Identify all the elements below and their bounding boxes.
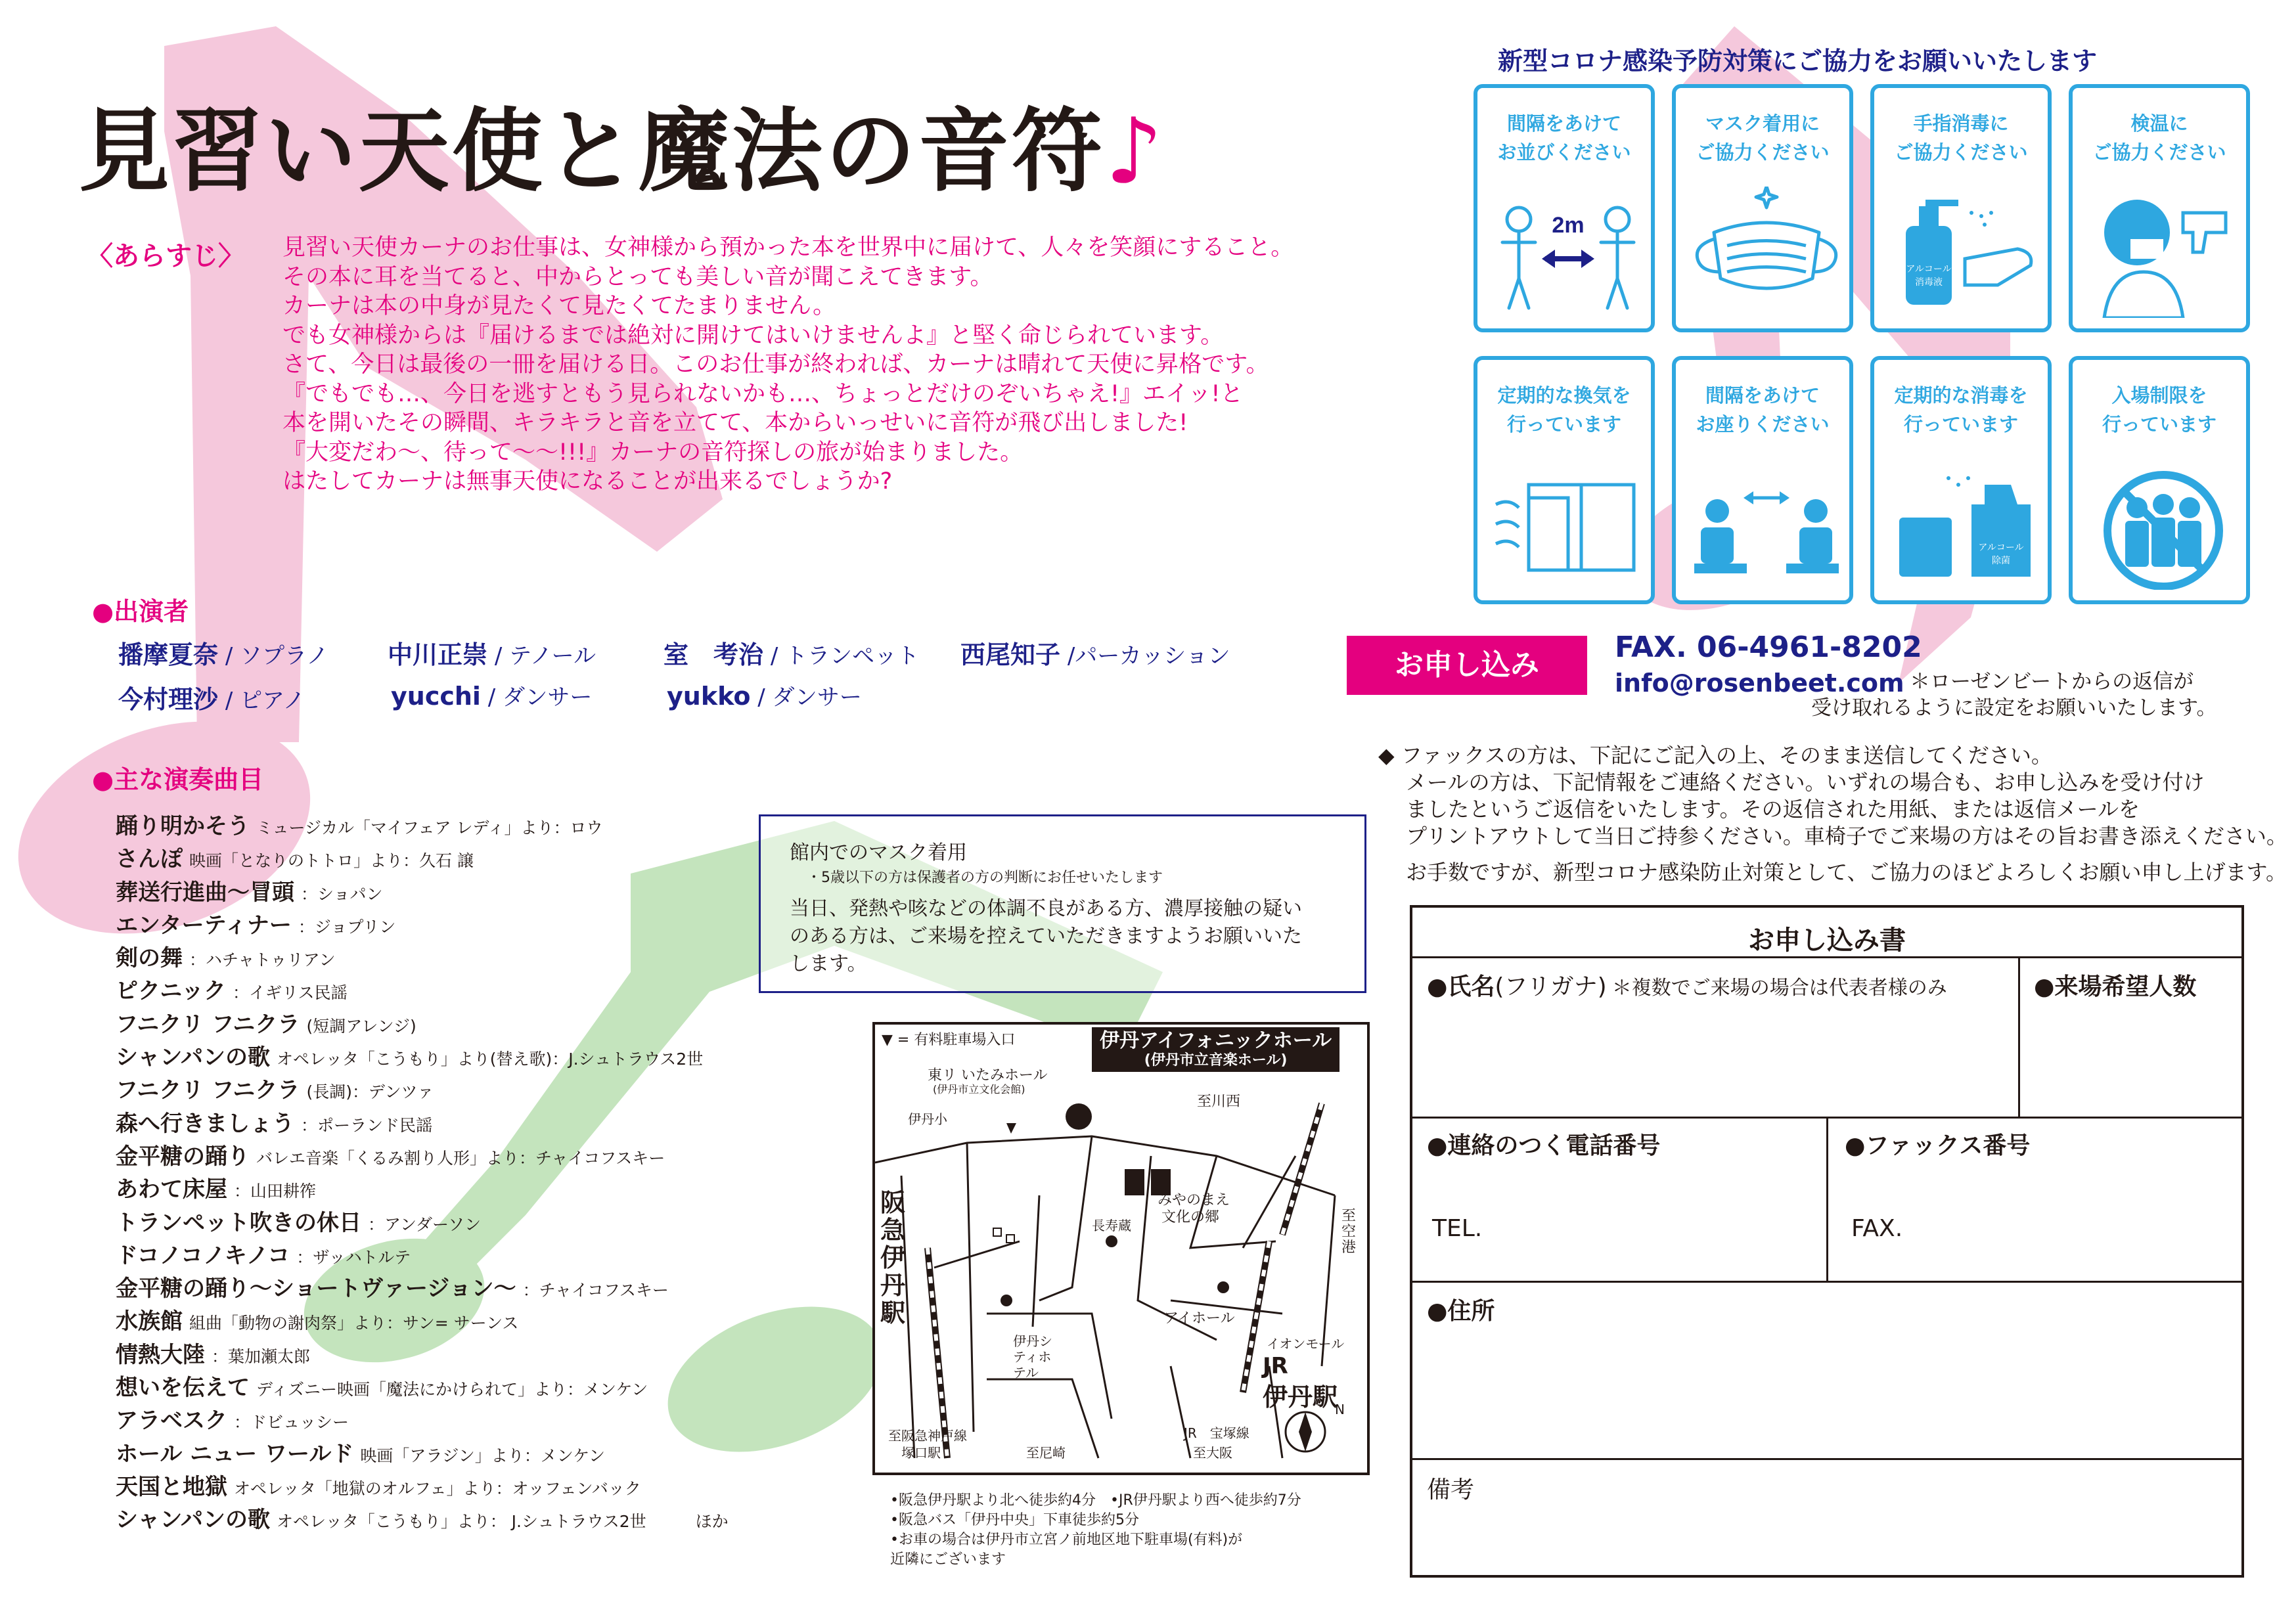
song-detail: ：ドビュッシー: [234, 1413, 349, 1432]
song-detail: ：アンダーソン: [368, 1214, 482, 1234]
hall-name-label: [1092, 1027, 1339, 1072]
covid-title: 新型コロナ感染予防対策にご協力をお願いいたします: [1498, 47, 2098, 76]
card-caption: [1874, 381, 2048, 439]
jr-itami-station: 伊丹駅: [1263, 1383, 1338, 1411]
card-caption-line: 行っています: [2102, 413, 2217, 435]
instruction-line: メールの方は、下記情報をご連絡ください。いずれの場合も、お申し込みを受け付け: [1378, 770, 2205, 795]
thermometer-icon: [2084, 187, 2242, 318]
title-text: 見習い天使と魔法の音符: [79, 97, 1106, 204]
covid-card: [1672, 356, 1853, 604]
performer-name: 室 考治: [664, 640, 764, 669]
alcohol-label: アルコール: [1978, 542, 2024, 552]
remarks-field[interactable]: [1427, 1505, 2228, 1571]
synopsis-line: その本に耳を当てると、中からとっても美しい音が聞こえてきます。: [282, 263, 993, 290]
hankyu-station: 阪急伊丹駅: [880, 1188, 906, 1327]
card-caption-line: お並びください: [1497, 141, 1631, 164]
to-amagasaki: 至尼崎: [1026, 1445, 1066, 1461]
card-caption-line: ご協力ください: [2092, 141, 2226, 164]
song-detail: 映画「となりのトトロ」より：久石 譲: [189, 851, 474, 871]
song-title: トランペット吹きの休日: [116, 1209, 361, 1236]
song-detail: 映画「アラジン」より：メンケン: [360, 1446, 605, 1465]
song-item: [116, 1369, 729, 1402]
songs-heading: ●主な演奏曲目: [92, 765, 264, 794]
covid-card: [1474, 356, 1655, 604]
song-item: [116, 907, 729, 940]
performer-name: 今村理沙: [118, 685, 219, 714]
performer-name: yukko: [667, 682, 751, 711]
higashi-hall: 東リ いたみホール: [928, 1067, 1048, 1084]
alcohol-label3: 除菌: [1992, 555, 2010, 566]
song-detail: 組曲「動物の謝肉祭」より：サン= サーンス: [189, 1314, 519, 1333]
mask-icon: [1688, 187, 1845, 318]
entry-limit-icon: [2084, 458, 2242, 590]
covid-card: [1474, 84, 1655, 332]
card-caption-line: 行っています: [1903, 413, 2018, 435]
access-note: 近隣にございます: [890, 1551, 1006, 1568]
performer: [118, 634, 328, 671]
card-caption: [2073, 381, 2246, 439]
card-caption-line: 定期的な消毒を: [1894, 384, 2028, 407]
aihall: アイホール: [1164, 1310, 1235, 1327]
north-mark: N: [1335, 1402, 1345, 1417]
song-title: ピクニック: [116, 978, 226, 1005]
name-label-text: ●氏名: [1427, 973, 1495, 1000]
performer: [391, 679, 592, 711]
song-detail: ：チャイコフスキー: [522, 1281, 669, 1300]
synopsis-line: でも女神様からは『届けるまでは絶対に開けてはいけませんよ』と堅く命じられています。: [282, 322, 1224, 349]
song-item: [116, 1006, 729, 1039]
performer-name: 西尾知子: [960, 640, 1061, 669]
song-detail: ミュージカル「マイフェア レディ」より：ロウ: [256, 818, 603, 837]
song-title: エンターティナー: [116, 912, 292, 939]
mask-notice: [759, 814, 1366, 993]
to-osaka: 至大阪: [1193, 1445, 1232, 1461]
synopsis-label: 〈あらすじ〉: [87, 241, 244, 271]
access-map: [872, 1022, 1370, 1475]
synopsis-line: さて、今日は最後の一冊を届ける日。このお仕事が終われば、カーナは晴れて天使に昇格です。: [282, 351, 1269, 378]
card-caption-line: お座りください: [1696, 413, 1830, 435]
performer-name: 中川正崇: [388, 640, 488, 669]
song-item: [116, 940, 729, 973]
phone-field[interactable]: [1491, 1203, 1813, 1256]
card-caption: [2073, 109, 2246, 167]
card-caption-line: 入場制限を: [2111, 384, 2207, 407]
song-item: [116, 1402, 729, 1435]
synopsis-line: カーナは本の中身が見たくて見たくてたまりません。: [282, 293, 836, 319]
song-detail: バレエ音楽「くるみ割り人形」より：チャイコフスキー: [256, 1148, 665, 1168]
song-title: 天国と地獄: [116, 1473, 227, 1500]
song-title: シャンパンの歌: [116, 1507, 270, 1534]
song-detail: ：ショパン: [301, 884, 383, 904]
access-note: •お車の場合は伊丹市立宮ノ前地区地下駐車場(有料)が: [890, 1532, 1243, 1548]
song-title: フニクリ フニクラ: [116, 1077, 300, 1104]
song-item: [116, 1171, 729, 1204]
instructions: [1378, 742, 2291, 886]
access-note: •阪急バス「伊丹中央」下車徒歩約5分: [890, 1512, 1139, 1528]
song-title: 森へ行きましょう: [116, 1110, 294, 1137]
access-notes: [890, 1491, 1301, 1570]
performer-role: / ソプラノ: [218, 643, 329, 669]
covid-card: [1870, 356, 2052, 604]
performer-name: 播摩夏奈: [118, 640, 219, 669]
covid-card: [1870, 84, 2052, 332]
performer: [667, 679, 862, 711]
address-field[interactable]: [1427, 1328, 2228, 1446]
song-item: [116, 1501, 729, 1534]
performer-role: /パーカッション: [1060, 643, 1230, 669]
address-label: ●住所: [1427, 1298, 1495, 1325]
song-title: 想いを伝えて: [116, 1375, 250, 1402]
alcohol-label2: 消毒液: [1915, 277, 1943, 287]
email-note-line: ＊ローゼンビートからの返信が: [1910, 670, 2194, 694]
card-caption-line: 間隔をあけて: [1506, 112, 1621, 135]
mask-notice-sub: ・5歳以下の方は保護者の方の判断にお任せいたします: [807, 870, 1163, 886]
card-caption-line: 検温に: [2130, 112, 2188, 135]
email-address[interactable]: info@rosenbeet.com: [1615, 669, 1904, 698]
song-item: [116, 841, 729, 874]
email-note: [1811, 669, 2238, 721]
hall-sub: (伊丹市立音楽ホール): [1144, 1052, 1288, 1069]
fax-number: FAX. 06-4961-8202: [1615, 631, 1922, 664]
synopsis-line: 『でもでも…、今日を逃すともう見られないかも…、ちょっとだけのぞいちゃえ!』エイッ!と: [282, 380, 1244, 407]
song-item: [116, 973, 729, 1006]
performer: [388, 634, 596, 671]
synopsis-line: 本を開いたその瞬間、キラキラと音を立てて、本からいっせいに音符が飛び出しました!: [282, 410, 1188, 436]
song-detail: オペレッタ「地獄のオルフェ」より：オッフェンバック: [234, 1478, 641, 1498]
synopsis-line: はたしてカーナは無事天使になることが出来るでしょうか?: [282, 468, 893, 495]
song-detail: オペレッタ「こうもり」より： J.シュトラウス2世 ほか: [276, 1512, 729, 1532]
name-field[interactable]: [1427, 1001, 2005, 1106]
song-item: [116, 1436, 729, 1469]
card-caption-line: 間隔をあけて: [1705, 384, 1820, 407]
instruction-line: お手数ですが、新型コロナ感染防止対策として、ご協力のほどよろしくお願い申し上げます。: [1378, 860, 2287, 885]
performer: [118, 679, 305, 715]
song-detail: ：ハチャトゥリアン: [189, 950, 336, 970]
song-title: あわて床屋: [116, 1176, 227, 1203]
song-item: [116, 1303, 729, 1336]
chojugura: 長寿蔵: [1092, 1218, 1131, 1233]
song-item: [116, 1039, 729, 1072]
name-kana: (フリガナ): [1495, 973, 1607, 1000]
jr-label: JR: [1263, 1353, 1288, 1379]
synopsis-line: 『大変だわ～、待って～～!!!』カーナの音符探しの旅が始まりました。: [282, 439, 1024, 466]
performer-name: yucchi: [391, 682, 481, 711]
song-title: 水族館: [116, 1308, 183, 1335]
access-note: •阪急伊丹駅より北へ徒歩約4分 •JR伊丹駅より西へ徒歩約7分: [890, 1492, 1301, 1509]
song-detail: (短調アレンジ): [306, 1016, 416, 1036]
instruction-line: プリントアウトして当日ご持参ください。車椅子でご来場の方はその旨お書き添えください。: [1378, 824, 2287, 849]
song-title: 金平糖の踊り～ショートヴァージョン～: [116, 1275, 516, 1302]
mask-notice-body: 当日、発熱や咳などの体調不良がある方、濃厚接触の疑いのある方は、ご来場を控えていただきますようお願いいたします。: [790, 897, 1302, 975]
phone-label: ●連絡のつく電話番号: [1427, 1132, 1661, 1159]
itami-school: 伊丹小: [908, 1111, 947, 1127]
performer-role: / ダンサー: [750, 684, 862, 711]
email-note-line: 受け取れるように設定をお願いいたします。: [1811, 696, 2217, 720]
card-caption-line: 行っています: [1506, 413, 1621, 435]
song-detail: ：山田耕筰: [234, 1182, 317, 1201]
performer-role: / ダンサー: [480, 684, 593, 711]
song-detail: ：イギリス民謡: [232, 983, 348, 1003]
song-title: 剣の舞: [116, 945, 183, 972]
song-detail: (長調)：デンツァ: [306, 1082, 434, 1102]
remarks-label: 備考: [1427, 1476, 1475, 1503]
song-title: さんぽ: [116, 846, 183, 873]
distance-icon: [1489, 187, 1647, 318]
to-hankyu-kobe: 至阪急神戸線: [888, 1428, 967, 1444]
miyanomae-2: 文化の郷: [1161, 1209, 1220, 1226]
song-title: ドコノコノキノコ: [116, 1242, 290, 1269]
card-caption: [1477, 381, 1651, 439]
seating-icon: [1688, 458, 1845, 590]
card-caption: [1676, 381, 1849, 439]
covid-card: [1672, 84, 1853, 332]
performer-role: / トランペット: [763, 643, 920, 669]
song-title: シャンパンの歌: [116, 1044, 270, 1071]
apply-button[interactable]: お申し込み: [1347, 636, 1587, 695]
people-field[interactable]: [2034, 1001, 2231, 1106]
higashi-hall-sub: (伊丹市立文化会館): [933, 1083, 1025, 1096]
song-detail: ：葉加瀬太郎: [212, 1346, 311, 1366]
song-detail: ：ポーランド民謡: [301, 1115, 433, 1135]
instruction-line: ましたというご返信をいたします。その返信された用紙、または返信メールを: [1378, 797, 2140, 822]
song-item: [116, 808, 729, 841]
card-caption: [1477, 109, 1651, 167]
jr-takarazuka: JR 宝塚線: [1184, 1425, 1249, 1441]
miyanomae: みやのまえ: [1158, 1192, 1230, 1209]
page-title: [79, 79, 1165, 209]
song-title: 踊り明かそう: [116, 813, 250, 839]
song-detail: オペレッタ「こうもり」より(替え歌)：J.シュトラウス2世: [276, 1050, 704, 1069]
performer: [960, 634, 1230, 671]
song-title: ホール ニュー ワールド: [116, 1440, 354, 1467]
note-symbol: ♪: [1105, 97, 1166, 204]
song-item: [116, 1237, 729, 1270]
tsukaguchi: 塚口駅: [901, 1445, 941, 1461]
song-title: 葬送行進曲～冒頭: [116, 879, 294, 906]
people-label: ●来場希望人数: [2034, 973, 2197, 1000]
song-item: [116, 1138, 729, 1171]
name-label: [1427, 968, 1947, 1002]
song-detail: ：ザッハトルテ: [296, 1247, 411, 1267]
to-kawanishi: 至川西: [1197, 1094, 1241, 1110]
song-title: アラベスク: [116, 1408, 227, 1434]
song-item: [116, 1469, 729, 1501]
form-title: お申し込み書: [1748, 925, 1906, 956]
aeon-mall: イオンモール: [1267, 1336, 1345, 1352]
song-item: [116, 1205, 729, 1237]
song-title: フニクリ フニクラ: [116, 1011, 300, 1038]
fax-label: ●ファックス番号: [1845, 1132, 2031, 1159]
song-detail: ディズニー映画「魔法にかけられて」より：メンケン: [256, 1380, 648, 1400]
song-item: [116, 874, 729, 907]
name-note: ＊複数でご来場の場合は代表者様のみ: [1611, 977, 1947, 1000]
card-caption: [1874, 109, 2048, 167]
synopsis-text: [282, 233, 1432, 497]
sanitizer-icon: [1886, 187, 2044, 318]
hall-name: 伊丹アイフォニックホール: [1100, 1029, 1332, 1052]
song-item: [116, 1072, 729, 1105]
distance-label: 2m: [1552, 213, 1585, 238]
disinfect-icon: [1886, 458, 2044, 590]
song-title: 金平糖の踊り: [116, 1143, 250, 1170]
ventilation-icon: [1489, 458, 1647, 590]
covid-card: [2069, 84, 2250, 332]
tel-prefix: TEL.: [1432, 1215, 1483, 1242]
application-form: [1410, 905, 2244, 1578]
map-legend: ▼ = 有料駐車場入口: [882, 1032, 1016, 1048]
song-list: [116, 808, 729, 1535]
card-caption-line: 手指消毒に: [1913, 112, 2009, 135]
synopsis-line: 見習い天使カーナのお仕事は、女神様から預かった本を世界中に届けて、人々を笑顔にすること。: [282, 234, 1294, 261]
song-item: [116, 1337, 729, 1369]
song-item: [116, 1105, 729, 1138]
instruction-line: ◆ ファックスの方は、下記にご記入の上、そのまま送信してください。: [1378, 743, 2052, 768]
song-title: 情熱大陸: [116, 1341, 205, 1368]
alcohol-label: アルコール: [1906, 263, 1952, 274]
performer: [664, 634, 919, 671]
to-airport: 至空港: [1341, 1208, 1357, 1256]
card-caption-line: ご協力ください: [1696, 141, 1830, 164]
covid-card: [2069, 356, 2250, 604]
card-caption-line: マスク着用に: [1705, 112, 1820, 135]
city-hotel: 伊丹シティホテル: [1013, 1333, 1052, 1381]
song-item: [116, 1270, 729, 1303]
card-caption-line: 定期的な換気を: [1497, 384, 1631, 407]
performer-role: / ピアノ: [218, 688, 305, 714]
card-caption-line: ご協力ください: [1894, 141, 2028, 164]
performers-heading: ●出演者: [92, 597, 189, 626]
mask-notice-title: 館内でのマスク着用: [790, 841, 967, 864]
performer-role: / テノール: [487, 643, 597, 669]
card-caption: [1676, 109, 1849, 167]
fax-prefix: FAX.: [1851, 1215, 1903, 1242]
song-detail: ：ジョプリン: [298, 917, 396, 937]
fax-field[interactable]: [1912, 1203, 2234, 1256]
